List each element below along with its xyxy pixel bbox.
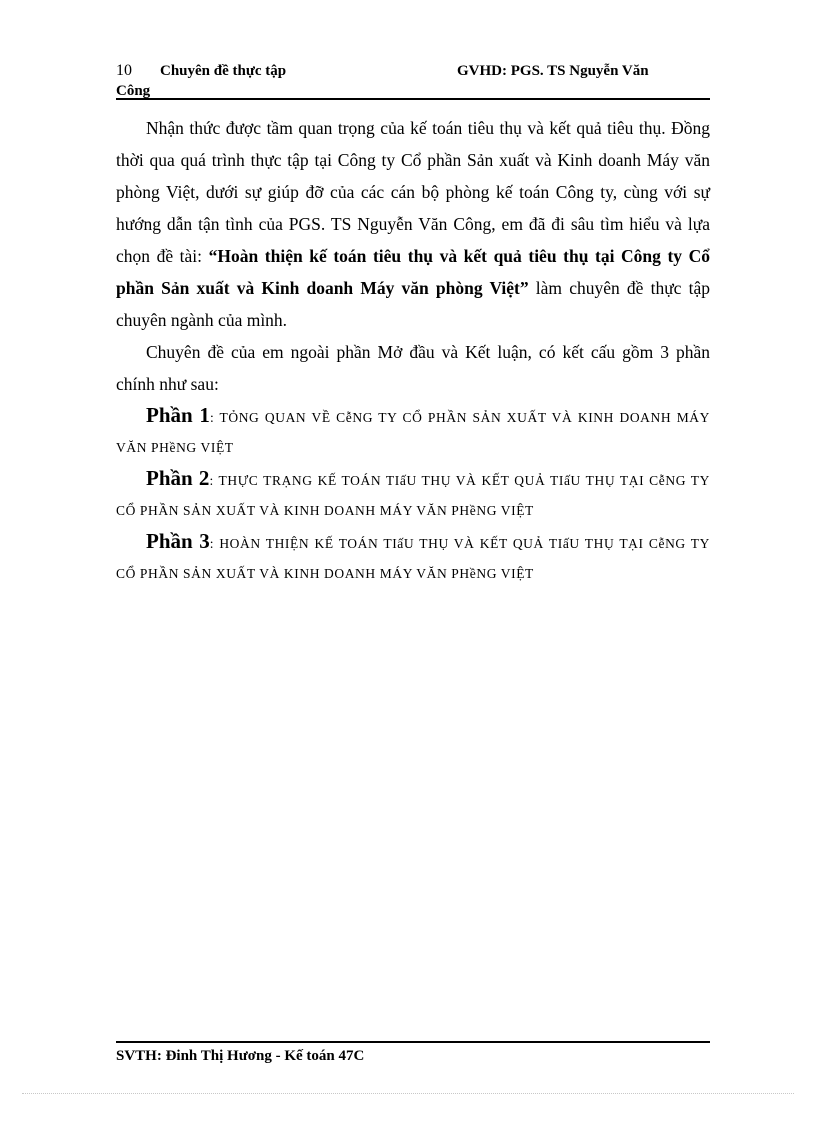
- part-label: Phần 2: [146, 466, 210, 490]
- page-edge-divider: [22, 1093, 794, 1094]
- part-label: Phần 3: [146, 529, 210, 553]
- page-footer: SVTH: Đinh Thị Hương - Kế toán 47C: [116, 1048, 365, 1064]
- part-text: : TỎNG QUAN VỀ CễNG TY CỔ PHẦN SẢN XUẤT VÀ KINH DOANH MÁY VĂN PHềNG VIỆT: [116, 410, 710, 455]
- part-item: [116, 463, 710, 526]
- structure-paragraph: Chuyên đề của em ngoài phần Mở đầu và Kết luận, có kết cấu gồm 3 phần chính như sau:: [116, 342, 710, 394]
- header-divider: [116, 98, 710, 100]
- intro-text: Nhận thức được tầm quan trọng của kế toán tiêu thụ và kết quả tiêu thụ. Đồng thời qua quá trình thực tập tại Công ty Cổ phần Sản xuất và Kinh doanh Máy văn phòng Việt, dưới sự giúp đỡ của các cán bộ phòng kế toán Công ty, cùng với sự hướng dẫn tận tình của PGS. TS Nguyễn Văn Công, em đã đi sâu tìm hiểu và lựa chọn đề tài:: [116, 118, 710, 266]
- intro-text-end: làm chuyên đề thực tập chuyên ngành của mình.: [116, 278, 710, 330]
- thesis-title: “Hoàn thiện kế toán tiêu thụ và kết quả tiêu thụ tại Công ty Cổ phần Sản xuất và Kinh doanh Máy văn phòng Việt”: [116, 246, 710, 298]
- document-body: [116, 112, 710, 589]
- intro-paragraph: [116, 112, 710, 336]
- part-item: [116, 400, 710, 463]
- header-title: Chuyên đề thực tập: [160, 63, 287, 79]
- page-header: [116, 61, 710, 101]
- page-number: 10: [116, 62, 132, 79]
- header-advisor: GVHD: PGS. TS Nguyễn Văn: [457, 63, 649, 79]
- part-text: : HOÀN THIỆN KẾ TOÁN TIấU THỤ VÀ KẾT QUẢ TIấU THỤ TẠI CễNG TY CỔ PHẦN SẢN XUẤT VÀ KINH DOANH MÁY VĂN PHềNG VIỆT: [116, 536, 710, 581]
- header-advisor-continued: Công: [116, 83, 151, 99]
- part-item: [116, 526, 710, 589]
- part-label: Phần 1: [146, 403, 210, 427]
- part-text: : THỰC TRẠNG KẾ TOÁN TIấU THỤ VÀ KẾT QUẢ TIấU THỤ TẠI CễNG TY CỔ PHẦN SẢN XUẤT VÀ KINH DOANH MÁY VĂN PHềNG VIỆT: [116, 473, 710, 518]
- footer-divider: [116, 1041, 710, 1043]
- parts-list: [116, 400, 710, 589]
